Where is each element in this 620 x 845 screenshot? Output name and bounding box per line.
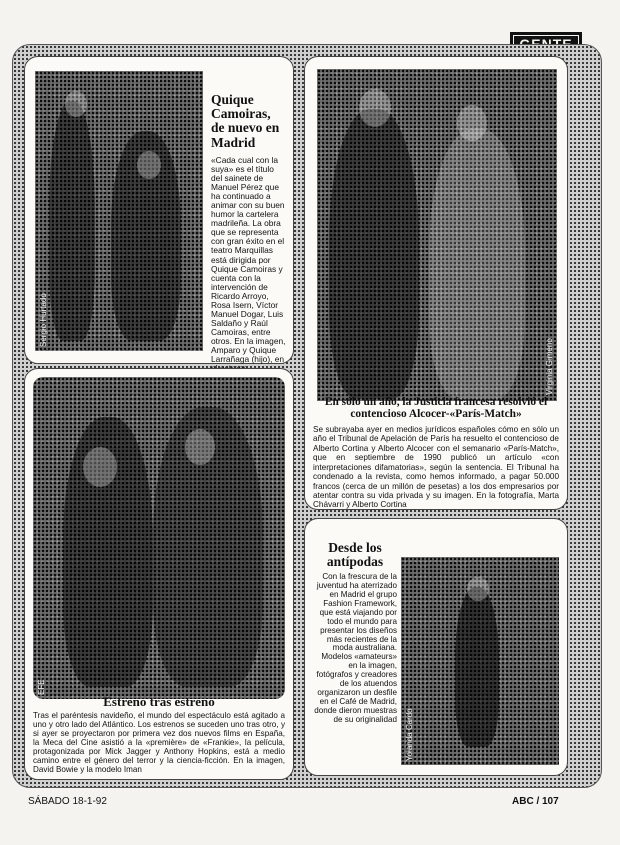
estreno-photo-credit: EFE bbox=[37, 679, 46, 695]
alcocer-panel bbox=[304, 56, 568, 510]
camoiras-photo-credit: Sergio Hurtado bbox=[39, 293, 48, 347]
alcocer-body: Se subrayaba ayer en medios jurídicos españoles cómo en sólo un año el Tribunal de Apelación de París ha resuelto el contencioso de Alberto Cortina y Alberto Alcocer con el semanario «París-Match», que en septiembre de 1990 publicó un artículo «con interpretaciones difamatorias», según la sentencia. El Tribunal ha condenado a la revista, como hemos informado, a pagar 50.000 francos (cerca de un millón de pesetas) a los dos empresarios por atentar contra su vida privada y su imagen. En la fotografía, Marta Chávarri y Alberto Cortina bbox=[313, 425, 559, 510]
antipodas-photo bbox=[401, 557, 559, 765]
estreno-panel bbox=[24, 368, 294, 780]
antipodas-body: Con la frescura de la juventud ha aterrizado en Madrid el grupo Fashion Framework, que está viajando por todo el mundo para presentar los diseños más recientes de la moda australiana. Modelos «amateurs» en la imagen, fotógrafos y creadores de los atuendos organizaron un desfile en el Café de Madrid, donde dieron muestras de su originalidad bbox=[314, 572, 397, 724]
footer-page: ABC / 107 bbox=[512, 796, 559, 807]
footer-date: SÁBADO 18-1-92 bbox=[28, 796, 107, 807]
antipodas-photo-credit: Yolanda Cardo bbox=[405, 708, 414, 761]
camoiras-panel bbox=[24, 56, 294, 364]
alcocer-photo-credit: Virginia Gimeno bbox=[545, 338, 554, 395]
camoiras-headline: Quique Camoiras, de nuevo en Madrid bbox=[211, 92, 280, 150]
estreno-photo bbox=[33, 377, 285, 699]
alcocer-photo bbox=[317, 69, 557, 401]
camoiras-body: «Cada cual con la suya» es el título del sainete de Manuel Pérez que ha continuado a animar con su buen humor la cartelera madrileña. La obra que se representa con gran éxito en el teatro Marquillas está dirigida por Quique Camoiras y cuenta con la intervención de Ricardo Arroyo, Rosa Isern, Víctor Manuel Dogar, Luis Saldaño y Raúl Camoiras, entre otros. En la imagen, Amparo y Quique Larrañaga (hijo), en bbox=[211, 154, 286, 365]
antipodas-headline: Desde los antípodas bbox=[326, 540, 384, 570]
alcocer-headline: En sólo un año, la Justicia francesa resolvió el contencioso Alcocer-«París-Match» bbox=[324, 396, 548, 420]
estreno-body: Tras el paréntesis navideño, el mundo del espectáculo está agitado a uno y otro lado del Atlántico. Los estrenos se suceden uno tras otro, y si ayer se proyectaron por primera vez dos nuevos films en España, la Meca del Cine asistió a la «première» de «Frankie», la película, protagonizada por Mick Jagger y Anthony Hopkins, está a medio camino entre el género del terror y la ciencia-ficción. En la imagen, David Bowie y la modelo Iman bbox=[33, 711, 285, 775]
camoiras-photo bbox=[35, 71, 203, 351]
antipodas-panel bbox=[304, 518, 568, 776]
estreno-headline: Estreno tras estreno bbox=[103, 694, 215, 709]
